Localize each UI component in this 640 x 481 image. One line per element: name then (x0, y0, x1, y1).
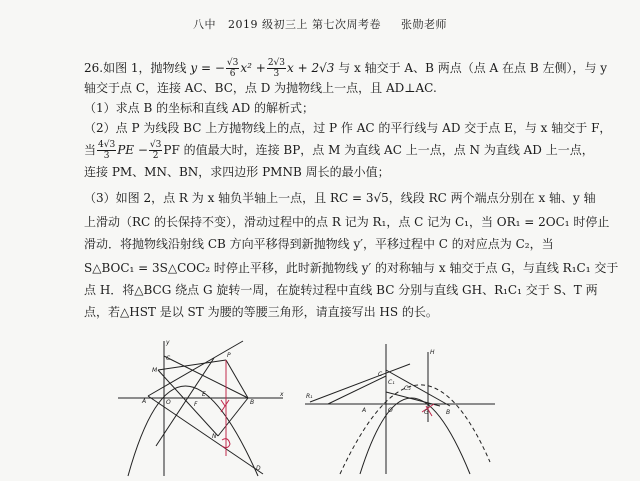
fig1-label-a: A (142, 398, 147, 405)
part-3-line-4: S△BOC₁ = 3S△COC₂ 时停止平移，此时新抛物线 y′ 的对称轴与 x 轴交于点 G，与直线 R₁C₁ 交于 (84, 261, 619, 275)
fig1-line-pe (156, 358, 214, 446)
fig2-label-b: B (446, 409, 451, 416)
fig2-label-c2: C₂ (404, 385, 411, 392)
fig2-parabola (360, 398, 470, 474)
fig2-line-rc (328, 376, 386, 404)
fig1-label-x: x (280, 391, 284, 398)
fig1-line-nb (218, 398, 248, 436)
question-line-1 (84, 58, 607, 79)
fig1-line-ad (148, 396, 263, 474)
part2-frac-2: $\frac{√3}{2}$ (149, 140, 162, 161)
formula-lhs: y = − (190, 61, 225, 75)
fig2-label-g: G (424, 409, 429, 416)
part-2-line-2: 当 $\frac{4√3}{3}$ PE − $\frac{√3}{2}$ PF 的值最大时，连接 BP，点 M 为直线 AC 上一点，点 N 为直线 AD 上一点， (84, 140, 594, 161)
fig1-label-b: B (250, 399, 255, 406)
fig2-label-h: H (430, 349, 435, 356)
figures-area (0, 336, 640, 481)
part-3-line-3: 滑动．将抛物线沿射线 CB 方向平移得到新抛物线 y′，平移过程中 C 的对应点为 C₂，当 (84, 237, 554, 251)
fig1-label-n: N (212, 433, 217, 440)
fig2-label-c1: C₁ (388, 379, 395, 386)
question-number: 26. (84, 61, 104, 75)
formula-x-term: x + 2√3 (287, 61, 335, 75)
fig2-label-c: C (378, 371, 383, 378)
part-2-line-3: 连接 PM、MN、BN，求四边形 PMNB 周长的最小值； (84, 165, 390, 179)
fig2-label-o: O (388, 407, 393, 414)
fig1-label-c: C (166, 355, 171, 362)
question-line-2: 轴交于点 C，连接 AC、BC，点 D 为抛物线上一点，且 AD⊥AC. (84, 81, 437, 95)
part-1: （1）求点 B 的坐标和直线 AD 的解析式； (84, 101, 314, 115)
figure-2 (300, 342, 500, 477)
part-3-line-2: 上滑动（RC 的长保持不变），滑动过程中的点 R 记为 R₁，点 C 记为 C₁，当 OR₁ = 2OC₁ 时停止 (84, 215, 610, 229)
part-3-line-6: 点，若△HST 是以 ST 为腰的等腰三角形，请直接写出 HS 的长。 (84, 305, 438, 319)
worksheet-header (0, 16, 640, 32)
part2-frac-1: $\frac{4√3}{3}$ (98, 140, 116, 161)
part-3-line-1: （3）如图 2，点 R 为 x 轴负半轴上一点，且 RC = 3√5，线段 RC 两个端点分别在 x 轴、y 轴 (84, 191, 596, 205)
part-2-line-1: （2）点 P 为线段 BC 上方抛物线上的点，过 P 作 AC 的平行线与 AD 交于点 E，与 x 轴交于 F， (84, 121, 612, 135)
formula-x2-term: x² + (240, 61, 266, 75)
question-intro: 如图 1，抛物线 (103, 61, 187, 75)
fig1-label-m: M (152, 367, 158, 374)
fig1-label-p: P (227, 352, 231, 359)
fig1-label-f: F (194, 401, 198, 408)
fig1-label-e: E (202, 391, 206, 398)
fig1-label-d: D (256, 465, 261, 472)
fig2-label-r1: R₁ (306, 393, 313, 400)
teacher-name: 张勋老师 (400, 18, 447, 31)
school-name: 八中 (193, 18, 216, 31)
part-3-line-5: 点 H．将△BCG 绕点 G 旋转一周，在旋转过程中直线 BC 分别与直线 GH、R₁C₁ 交于 S、T 两 (84, 283, 598, 297)
figure-1 (108, 336, 288, 481)
fig2-label-a: A (362, 407, 367, 414)
exam-title: 2019 级初三上 第七次周考卷 (228, 18, 381, 31)
question-intro-cont: 与 x 轴交于 A、B 两点（点 A 在点 B 左侧），与 y (338, 61, 608, 75)
fig1-red-k-mark (221, 400, 229, 412)
formula-frac-1: $\frac{√3}{6}$ (226, 58, 239, 79)
fig1-label-y: y (166, 339, 170, 346)
formula-frac-2: $\frac{2√3}{3}$ (267, 58, 286, 79)
fig1-parabola (128, 386, 258, 476)
fig1-label-o: O (166, 399, 171, 406)
fig2-line-r1c1 (310, 364, 410, 402)
